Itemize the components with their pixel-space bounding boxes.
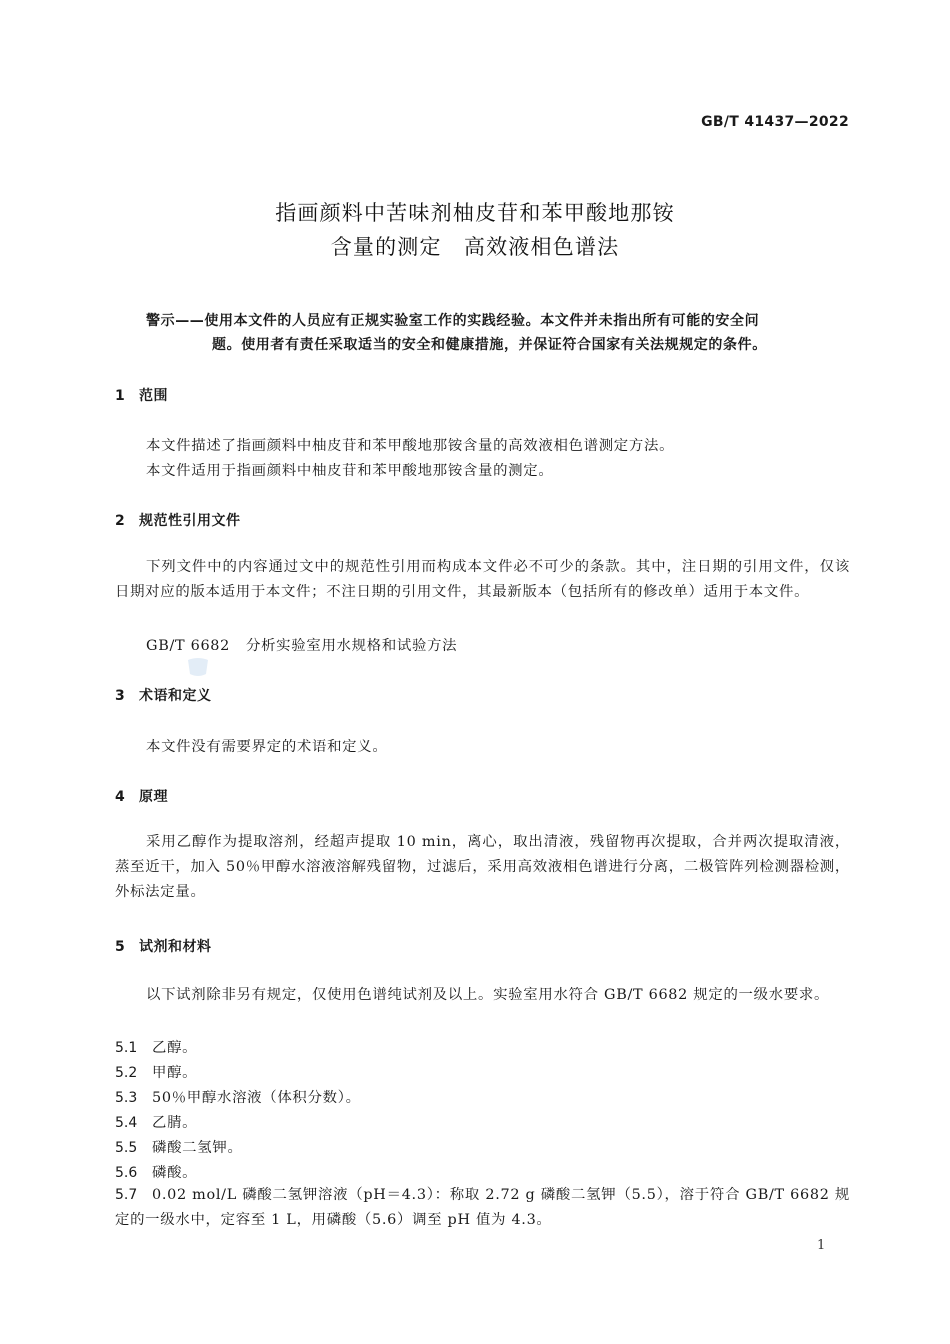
document-title-line-1: 指画颜料中苦味剂柚皮苷和苯甲酸地那铵 — [275, 201, 675, 225]
section-number: 2 — [115, 513, 126, 529]
item-text: 乙腈。 — [152, 1115, 198, 1131]
item-number: 5.1 — [115, 1040, 138, 1056]
list-item — [115, 1136, 850, 1157]
list-item — [115, 1111, 850, 1132]
section-number: 5 — [115, 939, 126, 955]
item-number: 5.2 — [115, 1065, 138, 1081]
list-item — [115, 1161, 850, 1182]
scope-paragraph-1: 本文件描述了指画颜料中柚皮苷和苯甲酸地那铵含量的高效液相色谱测定方法。 — [146, 438, 675, 454]
section-title: 试剂和材料 — [139, 939, 212, 955]
reference-title: 分析实验室用水规格和试验方法 — [246, 638, 458, 654]
normative-references-paragraph: 下列文件中的内容通过文中的规范性引用而构成本文件必不可少的条款。其中，注日期的引用文件，仅该日期对应的版本适用于本文件；不注日期的引用文件，其最新版本（包括所有的修改单）适用于本文件。 — [115, 559, 850, 600]
page-number: 1 — [817, 1238, 826, 1253]
list-item — [115, 1036, 850, 1057]
section-title: 范围 — [139, 388, 168, 404]
section-heading-principle — [115, 786, 168, 806]
standard-code: GB/T 41437—2022 — [701, 114, 849, 130]
item-number: 5.3 — [115, 1090, 138, 1106]
section-title: 原理 — [139, 789, 168, 805]
reference-entry — [146, 634, 881, 655]
section-heading-scope — [115, 385, 168, 405]
item-number: 5.6 — [115, 1165, 138, 1181]
item-number: 5.4 — [115, 1115, 138, 1131]
terms-paragraph: 本文件没有需要界定的术语和定义。 — [146, 739, 388, 755]
section-title: 术语和定义 — [139, 688, 212, 704]
item-text: 50％甲醇水溶液（体积分数）。 — [152, 1090, 361, 1106]
scope-paragraph-2: 本文件适用于指画颜料中柚皮苷和苯甲酸地那铵含量的测定。 — [146, 463, 554, 479]
section-heading-terms — [115, 685, 212, 705]
item-number: 5.5 — [115, 1140, 138, 1156]
section-title: 规范性引用文件 — [139, 513, 241, 529]
document-title-line-2: 含量的测定 高效液相色谱法 — [330, 235, 620, 259]
watermark-logo — [186, 656, 210, 678]
section-heading-reagents — [115, 936, 212, 956]
section-number: 1 — [115, 388, 126, 404]
item-text: 磷酸二氢钾。 — [152, 1140, 243, 1156]
section-number: 3 — [115, 688, 126, 704]
section-heading-normative-references — [115, 510, 241, 530]
item-number: 5.7 — [115, 1187, 138, 1203]
item-text: 甲醇。 — [152, 1065, 198, 1081]
warning-line-2: 题。使用者有责任采取适当的安全和健康措施，并保证符合国家有关法规规定的条件。 — [212, 337, 767, 353]
list-item-long — [115, 1183, 850, 1233]
list-item — [115, 1061, 850, 1082]
reagents-paragraph: 以下试剂除非另有规定，仅使用色谱纯试剂及以上。实验室用水符合 GB/T 6682 规定的一级水要求。 — [146, 987, 830, 1003]
item-text: 0.02 mol/L 磷酸二氢钾溶液（pH＝4.3）：称取 2.72 g 磷酸二氢钾（5.5），溶于符合 GB/T 6682 规定的一级水中，定容至 1 L，用磷酸（5.6）调至 pH 值为 4.3。 — [115, 1187, 850, 1228]
item-text: 磷酸。 — [152, 1165, 198, 1181]
item-text: 乙醇。 — [152, 1040, 198, 1056]
reference-code: GB/T 6682 — [146, 638, 231, 654]
warning-line-1: 警示——使用本文件的人员应有正规实验室工作的实践经验。本文件并未指出所有可能的安全问 — [146, 313, 760, 329]
list-item — [115, 1086, 850, 1107]
section-number: 4 — [115, 789, 126, 805]
principle-paragraph: 采用乙醇作为提取溶剂，经超声提取 10 min，离心，取出清液，残留物再次提取，合并两次提取清液，蒸至近干，加入 50％甲醇水溶液溶解残留物，过滤后，采用高效液相色谱进行分离，二极管阵列检测器检测，外标法定量。 — [115, 834, 850, 900]
